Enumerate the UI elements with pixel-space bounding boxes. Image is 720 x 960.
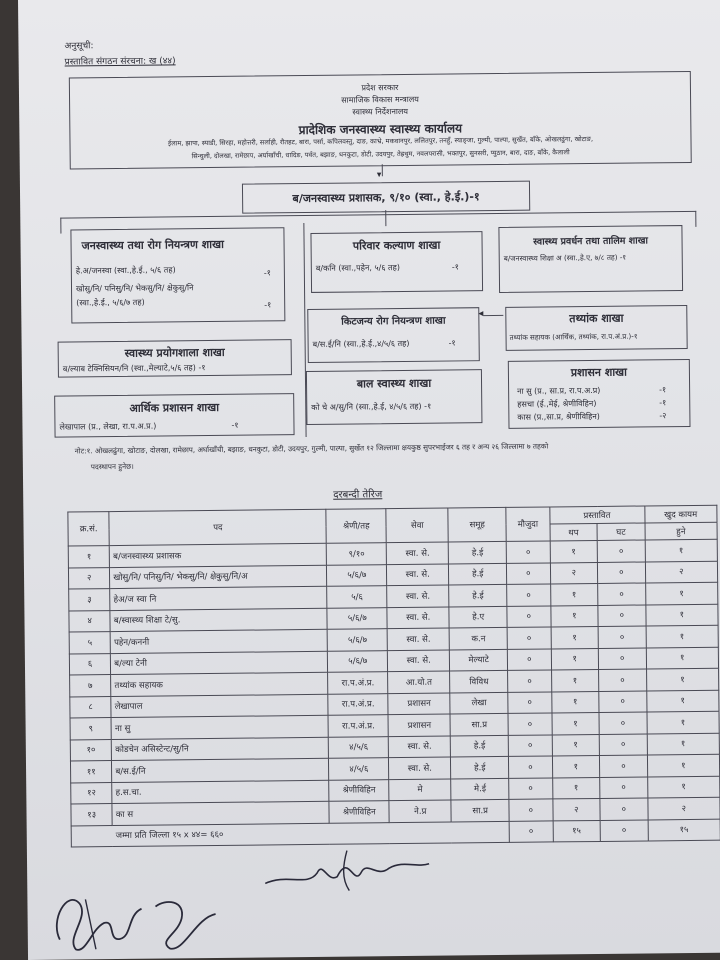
cell-sn: ९ xyxy=(70,718,112,740)
cell-sn: १२ xyxy=(71,782,113,804)
section-title: आर्थिक प्रशासन शाखा xyxy=(129,400,220,415)
cell-service: प्रशासन xyxy=(388,714,450,736)
cell-post: तथ्यांक सहायक xyxy=(111,672,328,696)
col-final-header-a: खुद कायम xyxy=(644,505,717,523)
cell-group: क.न xyxy=(449,627,507,649)
cell-cut: ० xyxy=(599,690,647,712)
cell-post: पहेन/कननी xyxy=(110,629,327,653)
cell-existing: ० xyxy=(507,584,551,606)
cell-level: रा.प.अं.प्र. xyxy=(328,672,388,694)
cell-level: श्रेणीविहिन xyxy=(329,779,389,801)
post-line: ब/स.ई/नि (स्वा.,हे.ई.,४/५/६ तह) xyxy=(312,338,410,349)
cell-post: ब/ल्या टेनी xyxy=(111,651,328,675)
post-count: -१ xyxy=(448,338,456,348)
cell-cut: ० xyxy=(598,647,646,669)
districts-line-2: सिन्धुली, दोलखा, रामेछाप, अर्घाखाँची, धादिङ, पर्वत, बझाङ, धनकुटा, डोटी, उदयपुर, तेह्रथुम, नवलपरासी, भक्तपुर, सुनसरी, प्युठान, बारा, दाङ, बाँके, कैलाली xyxy=(191,148,570,161)
cell-service: स्वा. से. xyxy=(386,542,448,564)
cell-cut: ० xyxy=(599,669,647,691)
cell-group: सा.प्र xyxy=(451,799,509,821)
cell-final: १ xyxy=(645,604,718,626)
cell-add: २ xyxy=(552,798,600,820)
cell-final: १ xyxy=(646,625,719,647)
cell-level: ५/६/७ xyxy=(328,650,388,672)
cell-add: १ xyxy=(551,626,599,648)
cell-add: १ xyxy=(550,605,598,627)
cell-cut: ० xyxy=(597,540,645,562)
cell-cut: ० xyxy=(598,604,646,626)
cell-sn: १ xyxy=(68,546,110,568)
cell-sn: ५ xyxy=(69,632,111,654)
arrow-left-icon: ◂ xyxy=(478,308,484,320)
cell-add: १ xyxy=(550,583,598,605)
cell-add: १ xyxy=(551,691,599,713)
office-title: प्रादेशिक जनस्वास्थ्य स्वास्थ्य कार्यालय xyxy=(298,121,463,138)
cell-post: का स xyxy=(112,801,329,825)
cell-group: हे.ई xyxy=(451,756,509,778)
col-add-header: थप xyxy=(550,523,598,540)
districts-line-1: ईलाम, झापा, स्याडी, सिरहा, महोत्तरी, सर्लाही, रौतहट, बारा, पर्सा, कपिलवस्तु, दाङ, काभ्रे, मकवानपुर, ललितपुर, तनहुँ, स्याङ्जा, गुल्मी, पाल्पा, सुर्खेत, बाँके, ओखलढुंगा, खोटाङ, xyxy=(167,134,594,148)
chief-box xyxy=(242,181,530,214)
col-post-header: पद xyxy=(109,509,326,545)
cell-existing: ० xyxy=(506,541,550,563)
cell-final: २ xyxy=(647,797,720,819)
cell-final: १ xyxy=(647,754,720,776)
annex-label: अनुसूची: xyxy=(64,41,94,52)
cell-final: १ xyxy=(645,539,718,561)
cell-group: हे.ए xyxy=(449,606,507,628)
staffing-table xyxy=(67,505,720,848)
post-line: को चे अ/सु/नि (स्वा.,हे.ई, ४/५/६ तह) -१ xyxy=(311,401,432,412)
cell-sn: ३ xyxy=(69,589,111,611)
province-line: प्रदेश सरकार xyxy=(361,83,399,93)
cell-service: स्वा. से. xyxy=(387,607,449,629)
cell-existing: ० xyxy=(507,562,551,584)
cell-final: १ xyxy=(647,776,720,798)
cell-existing: ० xyxy=(508,691,552,713)
cell-final: १ xyxy=(646,668,719,690)
office-header-box xyxy=(69,71,692,170)
arrow-down-icon: ▾ xyxy=(376,170,382,181)
connector-line xyxy=(695,211,696,227)
cell-post: ना सु xyxy=(111,715,328,739)
post-line: (स्वा.,हे.ई., ५/६/७ तह) xyxy=(76,297,145,308)
section-title: जनस्वास्थ्य तथा रोग नियन्त्रण शाखा xyxy=(81,237,224,253)
cell-post: ब/स्वास्थ्य शिक्षा टे/सु. xyxy=(110,608,327,632)
cell-existing: ० xyxy=(509,777,553,799)
cell-final: १ xyxy=(646,690,719,712)
section-lab xyxy=(58,339,292,377)
cell-sn: १३ xyxy=(71,804,113,826)
cell-cut: ० xyxy=(597,561,645,583)
cell-post: कोडचेन असिस्टेन्ट/सु/नि xyxy=(112,737,329,761)
cell-group: हे.ई xyxy=(451,735,509,757)
total-final: १५ xyxy=(648,819,720,841)
cell-cut: ० xyxy=(599,712,647,734)
post-line: हे.अ/जनस्वा (स्वा.,हे.ई., ५/६ तह) xyxy=(75,265,176,276)
document-page xyxy=(18,0,720,960)
cell-cut: ० xyxy=(600,755,648,777)
cell-existing: ० xyxy=(507,627,551,649)
cell-add: १ xyxy=(552,755,600,777)
post-line: ना सु (प्र., सा.प्र, रा.प.अ.प्र) xyxy=(517,385,601,396)
cell-add: १ xyxy=(550,540,598,562)
col-sn-header: क्र.सं. xyxy=(68,512,110,546)
cell-group: मेल्याटे xyxy=(450,649,508,671)
cell-level: रा.प.अं.प्र. xyxy=(328,715,388,737)
section-title: स्वास्थ्य प्रवर्धन तथा तालिम शाखा xyxy=(533,235,648,248)
post-line: ब/जनस्वास्थ्य शिक्षा अ (स्वा.,हे.ए, ७/८ तह) -१ xyxy=(503,252,627,263)
cell-add: १ xyxy=(552,734,600,756)
cell-existing: ० xyxy=(507,648,551,670)
cell-level: रा.प.अं.प्र. xyxy=(328,693,388,715)
cell-existing: ० xyxy=(507,605,551,627)
cell-level: ५/६/७ xyxy=(327,629,387,651)
note-line-2: पदस्थापन हुनेछ। xyxy=(90,461,134,472)
post-count: -१ xyxy=(659,398,667,408)
signature-mark xyxy=(257,842,438,904)
post-count: -१ xyxy=(659,385,667,395)
section-health-training xyxy=(498,225,683,293)
cell-service: स्वा. से. xyxy=(389,736,451,758)
cell-cut: ० xyxy=(599,733,647,755)
cell-post: लेखापाल xyxy=(111,694,328,718)
cell-service: स्वा. से. xyxy=(387,564,449,586)
cell-service: स्वा. से. xyxy=(389,757,451,779)
cell-final: २ xyxy=(645,561,718,583)
cell-group: हे.ई xyxy=(449,584,507,606)
col-final-header-b: हुने xyxy=(645,522,718,540)
post-count: -२ xyxy=(659,411,667,421)
cell-sn: ४ xyxy=(69,610,111,632)
cell-cut: ० xyxy=(600,798,648,820)
cell-level: श्रेणीविहिन xyxy=(329,801,389,823)
cell-sn: ७ xyxy=(70,675,112,697)
cell-post: ब/जनस्वास्थ्य प्रशासक xyxy=(110,543,327,567)
cell-level: ५/६ xyxy=(327,586,387,608)
cell-add: १ xyxy=(552,777,600,799)
cell-group: लेखा xyxy=(450,692,508,714)
cell-group: हे.ई xyxy=(449,563,507,585)
cell-service: स्वा. से. xyxy=(387,628,449,650)
post-count: -१ xyxy=(231,420,239,430)
note-line-1: नोट:१. ओखलढुंगा, खोटाङ, दोलखा, रामेछाप, अर्घाखाँची, बझाङ, धनकुटा, डोटी, उदयपुर, गुल्मी, पाल्पा, सुर्खेत १२ जिल्लामा क्षयकुष्ठ सुपरभाईजर ६ तह र अन्य २६ जिल्लामा ७ तहको xyxy=(74,441,549,456)
cell-level: ५/६/७ xyxy=(327,564,387,586)
post-count: -१ xyxy=(263,268,271,278)
directorate-line: स्वास्थ्य निर्देशनालय xyxy=(352,106,409,117)
connector-line xyxy=(60,218,61,234)
cell-cut: ० xyxy=(598,626,646,648)
cell-cut: ० xyxy=(600,776,648,798)
post-line: ब/कनि (स्वा.,पहेन, ५/६ तह) xyxy=(315,263,400,273)
col-proposed-header: प्रस्तावित xyxy=(549,506,644,524)
section-title: बाल स्वास्थ्य शाखा xyxy=(356,376,432,391)
cell-service: प्रशासन xyxy=(388,693,450,715)
cell-sn: ६ xyxy=(69,653,111,675)
signature-mark xyxy=(45,878,236,958)
post-line: हसचा (ई.,मेई, श्रेणीविहिन) xyxy=(517,398,597,409)
cell-group: हे.ई xyxy=(448,541,506,563)
cell-existing: ० xyxy=(508,734,552,756)
section-family-welfare xyxy=(310,231,483,293)
section-title: किटजन्य रोग नियन्त्रण शाखा xyxy=(341,315,446,328)
section-disease-control xyxy=(70,227,285,323)
cell-final: १ xyxy=(645,582,718,604)
cell-existing: ० xyxy=(509,799,553,821)
cell-add: १ xyxy=(552,712,600,734)
cell-add: १ xyxy=(551,669,599,691)
col-cut-header: घट xyxy=(597,523,645,540)
section-title: प्रशासन शाखा xyxy=(570,365,628,380)
cell-final: १ xyxy=(647,711,720,733)
total-existing: ० xyxy=(509,820,553,842)
cell-service: मे xyxy=(389,779,451,801)
cell-final: १ xyxy=(646,647,719,669)
cell-post: ब/स.ई/नि xyxy=(112,758,329,782)
cell-post: हेअ/ज स्वा नि xyxy=(110,586,327,610)
section-title: स्वास्थ्य प्रयोगशाला शाखा xyxy=(124,345,225,360)
cell-existing: ० xyxy=(508,713,552,735)
cell-group: मे.ई xyxy=(451,778,509,800)
table-body xyxy=(68,539,720,847)
cell-service: स्वा. से. xyxy=(387,585,449,607)
post-line: खोसु/नि/ पनिसु/नि/ भेकसु/नि/ क्षेकुसु/नि xyxy=(75,283,194,294)
cell-group: सा.प्र xyxy=(450,713,508,735)
cell-existing: ० xyxy=(509,756,553,778)
section-statistics xyxy=(505,305,687,351)
cell-service: ने.प्र xyxy=(389,800,451,822)
ministry-line: सामाजिक विकास मन्त्रालय xyxy=(341,94,419,105)
total-add: १५ xyxy=(553,820,601,842)
section-admin xyxy=(508,359,691,429)
col-existing-header: मौजुदा xyxy=(506,507,550,541)
total-label: जम्मा प्रति जिल्ला १५ x ४४= ६६० xyxy=(71,821,509,847)
cell-post: ह.स.चा. xyxy=(112,780,329,804)
section-title: तथ्यांक शाखा xyxy=(569,311,624,326)
cell-group: विविध xyxy=(450,670,508,692)
cell-add: २ xyxy=(550,562,598,584)
cell-final: १ xyxy=(647,733,720,755)
cell-level: ४/५/६ xyxy=(329,758,389,780)
cell-service: आ.यो.त xyxy=(388,671,450,693)
cell-cut: ० xyxy=(598,583,646,605)
section-vector-control xyxy=(307,307,480,363)
post-line: कास (प्र.,सा.प्र, श्रेणीविहिन) xyxy=(517,411,600,422)
cell-sn: २ xyxy=(68,567,110,589)
col-service-header: सेवा xyxy=(386,508,448,543)
post-line: लेखापाल (प्र., लेखा, रा.प.अ.प्र.) xyxy=(59,421,157,432)
cell-sn: ११ xyxy=(70,761,112,783)
section-child-health xyxy=(306,369,483,425)
cell-service: स्वा. से. xyxy=(388,650,450,672)
post-line: ब/ल्याब टेक्निसियन/नि (स्वा.,मेल्याटे,५/६ तह) -१ xyxy=(62,363,206,374)
table-title: दरबन्दी तेरिज xyxy=(333,489,383,501)
cell-level: ५/६/७ xyxy=(327,607,387,629)
section-title: परिवार कल्याण शाखा xyxy=(352,238,441,253)
cell-level: ९/१० xyxy=(327,543,387,565)
cell-sn: ८ xyxy=(70,696,112,718)
post-line: तथ्यांक सहायक (आर्थिक, तथ्यांक, रा.प.अं.प्र.)-१ xyxy=(509,331,638,342)
cell-existing: ० xyxy=(508,670,552,692)
cell-sn: १० xyxy=(70,739,112,761)
col-group-header: समूह xyxy=(448,507,506,542)
cell-add: १ xyxy=(551,648,599,670)
col-level-header: श्रेणी/तह xyxy=(326,509,386,544)
connector-line xyxy=(385,210,386,226)
chief-title: ब/जनस्वास्थ्य प्रशासक, ९/१० (स्वा., हे.ई.)-१ xyxy=(292,190,480,206)
total-cut: ० xyxy=(600,819,648,841)
cell-level: ४/५/६ xyxy=(329,736,389,758)
post-count: -१ xyxy=(264,300,272,310)
section-finance xyxy=(54,393,294,438)
post-count: -१ xyxy=(451,262,459,272)
connector-line xyxy=(483,315,503,316)
annex-subtitle: प्रस्तावित संगठन संरचना: ख (४४) xyxy=(64,56,176,68)
cell-post: खोसु/नि/ पनिसु/नि/ भेकसु/नि/ क्षेकुसु/नि/अ xyxy=(110,565,327,589)
connector-line xyxy=(382,164,383,176)
